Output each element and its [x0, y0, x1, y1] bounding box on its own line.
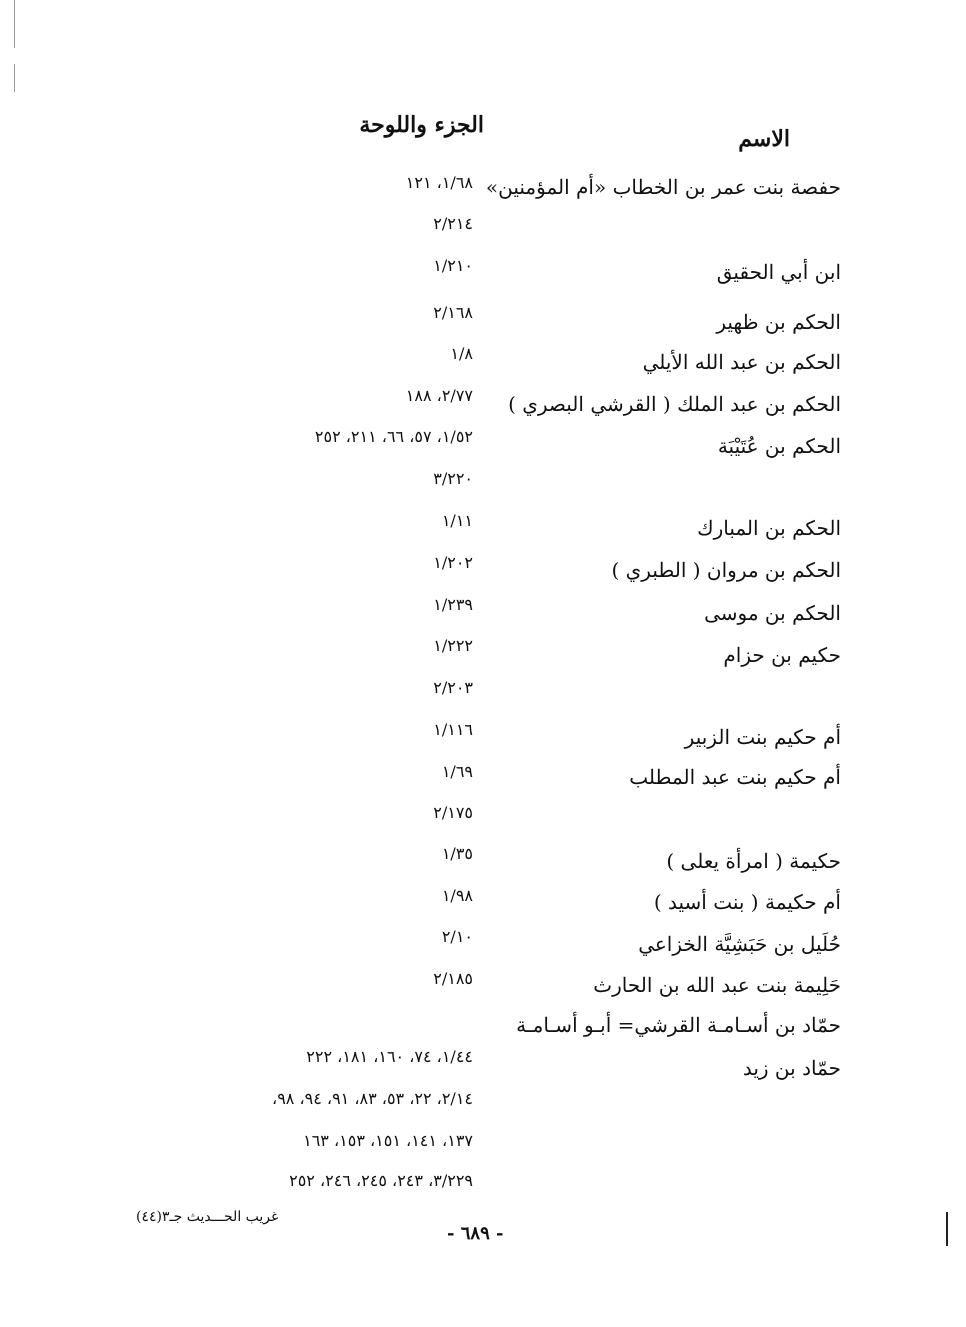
entry-name: الحكم بن المبارك — [697, 516, 841, 540]
entry-name: الحكم بن عبد الله الأيلي — [642, 350, 841, 374]
entry-name: الحكم بن ظهير — [716, 310, 841, 334]
entry-ref: ١/٩٨ — [441, 886, 473, 905]
entry-name: أم حكيم بنت عبد المطلب — [629, 765, 841, 789]
entry-name: حمّاد بن زيد — [742, 1056, 841, 1080]
footer-title: غريب الحـــديث جـ٣(٤٤) — [136, 1209, 279, 1225]
entry-name: الحكم بن مروان ( الطبري ) — [611, 558, 841, 582]
entry-ref: ٣/٢٢٩، ٢٤٣، ٢٤٥، ٢٤٦، ٢٥٢ — [289, 1171, 473, 1190]
entry-name: أم حكيم بنت الزبير — [684, 725, 841, 749]
entry-name: حمّاد بن أسـامـة القرشي= أبـو أسـامـة — [516, 1013, 841, 1037]
entry-name: الحكم بن عبد الملك ( القرشي البصري ) — [508, 392, 841, 416]
entry-name: الحكم بن موسى — [704, 601, 841, 625]
entry-ref: ١/٢١٠ — [433, 256, 473, 275]
entry-ref: ١/١١ — [441, 511, 473, 530]
entry-ref: ١/٥٢، ٥٧، ٦٦، ٢١١، ٢٥٢ — [314, 427, 473, 446]
margin-mark — [14, 0, 15, 48]
entry-ref: ١/٦٨، ١٢١ — [405, 173, 473, 192]
entry-ref: ١/٢٣٩ — [433, 595, 473, 614]
entry-ref: ٢/٢٠٣ — [433, 678, 473, 697]
page-number: - ٦٨٩ - — [447, 1223, 504, 1244]
margin-mark — [946, 1212, 948, 1246]
entry-ref: ١/١١٦ — [433, 720, 473, 739]
entry-name: حُلَيل بن حَبَشِيَّة الخزاعي — [638, 932, 841, 956]
entry-name: حَلِيمة بنت عبد الله بن الحارث — [593, 973, 841, 997]
entry-ref: ١/٣٥ — [441, 844, 473, 863]
entry-name: حكيمة ( امرأة يعلى ) — [666, 849, 841, 873]
entry-ref: ١٣٧، ١٤١، ١٥١، ١٥٣، ١٦٣ — [303, 1131, 473, 1150]
entry-name: حفصة بنت عمر بن الخطاب «أم المؤمنين» — [485, 175, 841, 199]
entry-ref: ٢/١٦٨ — [433, 303, 473, 322]
entry-ref: ٢/١٧٥ — [433, 803, 473, 822]
margin-mark — [14, 64, 15, 92]
entry-name: حكيم بن حزام — [723, 643, 841, 667]
entry-name: ابن أبي الحقيق — [716, 260, 841, 284]
entry-ref: ١/٢٠٢ — [433, 553, 473, 572]
entry-ref: ١/٤٤، ٧٤، ١٦٠، ١٨١، ٢٢٢ — [306, 1047, 473, 1066]
entry-ref: ١/٦٩ — [441, 762, 473, 781]
entry-ref: ٣/٢٢٠ — [433, 469, 473, 488]
ref-column-header: الجزء واللوحة — [359, 112, 484, 138]
entry-ref: ٢/١٨٥ — [433, 969, 473, 988]
entry-ref: ٢/٧٧، ١٨٨ — [405, 386, 473, 405]
entry-ref: ١/٨ — [450, 344, 473, 363]
entry-name: الحكم بن عُتَيْبَة — [717, 434, 841, 458]
entry-ref: ٢/٢١٤ — [433, 214, 473, 233]
name-column-header: الاسم — [738, 126, 790, 152]
entry-ref: ٢/١٤، ٢٢، ٥٣، ٨٣، ٩١، ٩٤، ٩٨، — [272, 1089, 473, 1108]
entry-ref: ٢/١٠ — [441, 927, 473, 946]
entry-ref: ١/٢٢٢ — [433, 636, 473, 655]
entry-name: أم حكيمة ( بنت أسيد ) — [653, 890, 841, 914]
